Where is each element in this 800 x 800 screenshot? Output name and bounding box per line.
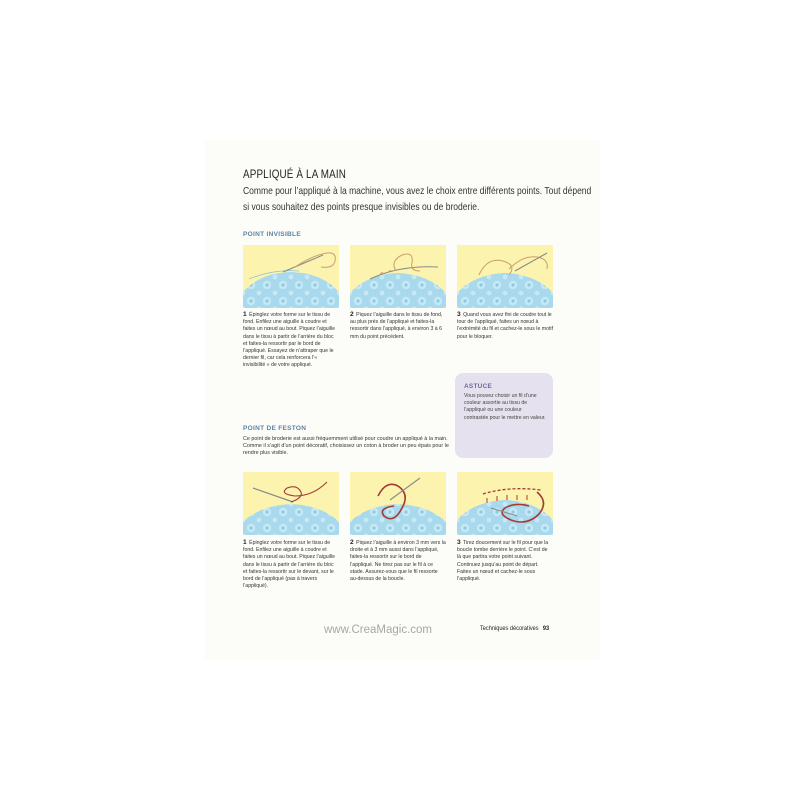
page-title: APPLIQUÉ À LA MAIN (243, 167, 347, 181)
intro-text (243, 184, 592, 216)
illustration-invisible-step-2 (350, 245, 446, 308)
section-heading-point-de-feston: POINT DE FESTON (243, 425, 307, 432)
caption-feston-step-3: 3 Tirez doucement sur le fil pour que la boucle tombe derrière le point. C’est de là que partira votre point suivant. Continuez jusqu’au point de départ. Faites un nœud et cachez-le sous l’appliqué. (457, 539, 549, 583)
tip-heading: ASTUCE (464, 383, 493, 390)
tip-box (455, 373, 553, 458)
caption-feston-step-1: 1 Épinglez votre forme sur le tissu de fond. Enfilez une aiguille à coudre et faites un nœud au bout. Piquez l’aiguille dans le tissu à partir de l’arrière du bloc et faites-la ressortir sur le devant, sur le bord de l’appliqué (pas à travers l’appliqué). (243, 539, 335, 590)
caption-feston-step-2: 2 Piquez l’aiguille à environ 3 mm vers la droite et à 3 mm aussi dans l’appliqué, faites-la ressortir sur le bord de l’appliqué. Ne tirez pas sur le fil à ce stade. Assurez-vous que le fil ressorte au-dessus de la boucle. (350, 539, 446, 583)
page-footer (480, 625, 549, 632)
intro-line-2: si vous souhaitez des points presque invisibles ou de broderie. (243, 202, 480, 213)
illustration-invisible-step-3 (457, 245, 553, 308)
tip-text: Vous pouvez choisir un fil d’une couleur assortie au tissu de l’appliqué ou une couleur contrastée pour le mettre en valeur. (464, 393, 546, 421)
intro-line-1: Comme pour l’appliqué à la machine, vous avez le choix entre différents points. Tout dépend (243, 186, 592, 197)
feston-intro-text: Ce point de broderie est aussi fréquemment utilisé pour coudre un appliqué à la main. Comme il s’agit d’un point décoratif, choisissez un coton à broder un peu épais pour le rendre plus visible. (243, 436, 449, 457)
caption-invisible-step-1: 1 Épinglez votre forme sur le tissu de fond. Enfilez une aiguille à coudre et faites un nœud au bout. Piquez l’aiguille dans le tissu à partir de l’arrière du bloc et faites-la ressortir par le bord de l’appliqué. Essayez de n’attraper que le dernier fil, car cela renforcera l’« invisibilité » de votre appliqué. (243, 311, 335, 369)
footer-section: Techniques décoratives (480, 625, 539, 632)
illustration-feston-step-3 (457, 472, 553, 535)
caption-invisible-step-2: 2 Piquez l’aiguille dans le tissu de fond, au plus près de l’appliqué et faites-la ressortir dans l’appliqué, à environ 3 à 6 mm du point précédent. (350, 311, 443, 340)
section-heading-point-invisible: POINT INVISIBLE (243, 231, 301, 238)
illustration-feston-step-1 (243, 472, 339, 535)
caption-invisible-step-3: 3 Quand vous avez fini de coudre tout le tour de l’appliqué, faites un nœud à l’extrémité du fil et cachez-le sous le motif pour le bloquer. (457, 311, 554, 340)
illustration-invisible-step-1 (243, 245, 339, 308)
page-number: 93 (542, 625, 550, 632)
watermark: www.CreaMagic.com (324, 624, 432, 636)
illustration-feston-step-2 (350, 472, 446, 535)
